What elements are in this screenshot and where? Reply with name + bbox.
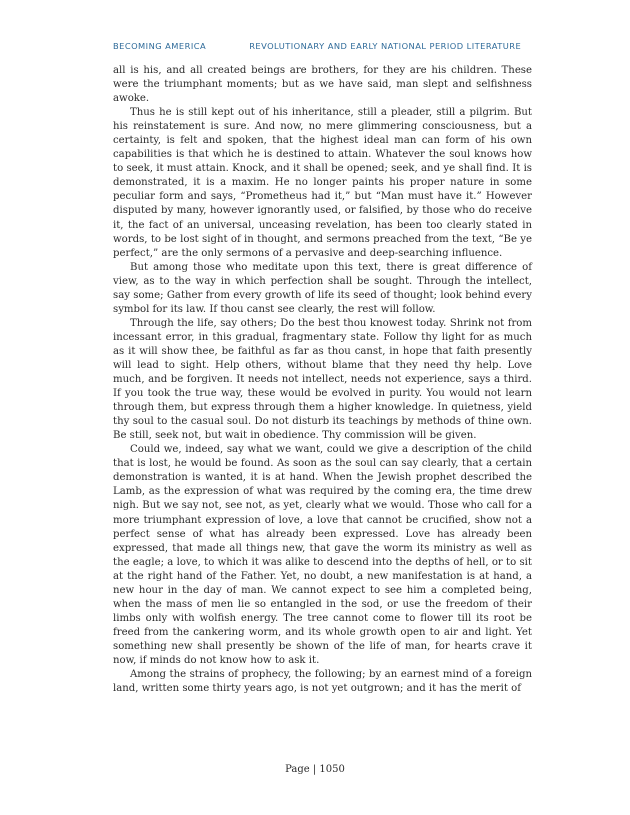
paragraph-5: Could we, indeed, say what we want, could we give a description of the child that is lost, he would be found. As soon as the soul can say clearly, that a certain demonstration is wanted, it is at hand. When the Jewish prophet described the Lamb, as the expression of what was required by the coming era, the time drew nigh. But we say not, see not, as yet, clearly what we would. Those who call for a more triumphant expression of love, a love that cannot be crucified, show not a perfect sense of what has already been expressed. Love has already been expressed, that made all things new, that gave the worm its ministry as well as the eagle; a love, to which it was alike to descend into the depths of hell, or to sit at the right hand of the Father. Yet, no doubt, a new manifestation is at hand, a new hour in the day of man. We cannot expect to see him a completed being, when the mass of men lie so entangled in the sod, or use the freedom of their limbs only with wolfish energy. The tree cannot come to flower till its root be freed from the cankering worm, and its whole growth open to air and light. Yet something new shall presently be shown of the life of man, for hearts crave it now, if minds do not know how to ask it. (113, 444, 532, 666)
paragraph-1: all is his, and all created beings are brothers, for they are his children. These were the triumphant moments; but as we have said, man slept and selfishness awoke. (113, 65, 532, 105)
header-book-title: BECOMING AMERICA (113, 41, 207, 51)
running-header (113, 41, 533, 51)
paragraph-3: But among those who meditate upon this text, there is great difference of view, as to the way in which perfection shall be sought. Through the intellect, say some; Gather from every growth of life its seed of thought; look behind every symbol for its law. If thou canst see clearly, the rest will follow. (113, 261, 532, 315)
paragraph-6: Among the strains of prophecy, the following; by an earnest mind of a foreign land, written some thirty years ago, is not yet outgrown; and it has the merit of (113, 669, 532, 695)
paragraph-4: Through the life, say others; Do the best thou knowest today. Shrink not from incessant error, in this gradual, fragmentary state. Follow thy light for as much as it will show thee, be faithful as far as thou canst, in hope that faith presently will lead to sight. Help others, without blame that they need thy help. Love much, and be forgiven. It needs not intellect, needs not experience, says a third. If you took the true way, these would be evolved in purity. You would not learn through them, but express through them a higher knowledge. In quietness, yield thy soul to the casual soul. Do not disturb its teachings by methods of thine own. Be still, seek not, but wait in obedience. Thy commission will be given. (113, 317, 532, 442)
page-number: Page | 1050 (285, 764, 345, 775)
body-text (113, 64, 532, 696)
paragraph-2: Thus he is still kept out of his inheritance, still a pleader, still a pilgrim. But his reinstatement is sure. And now, no mere glimmering consciousness, but a certainty, is felt and spoken, that the highest ideal man can form of his own capabilities is that which he is destined to attain. Whatever the soul knows how to seek, it must attain. Knock, and it shall be opened; seek, and ye shall find. It is demonstrated, it is a maxim. He no longer paints his proper nature in some peculiar form and says, “Prometheus had it,” but “Man must have it.” However disputed by many, however ignorantly used, or falsified, by those who do receive it, the fact of an universal, unceasing revelation, has been too clearly stated in words, to be lost sight of in thought, and sermons preached from the text, “Be ye perfect,” are the only sermons of a pervasive and deep-searching influence. (113, 107, 532, 259)
header-section-title: REVOLUTIONARY AND EARLY NATIONAL PERIOD LITERATURE (249, 41, 522, 51)
